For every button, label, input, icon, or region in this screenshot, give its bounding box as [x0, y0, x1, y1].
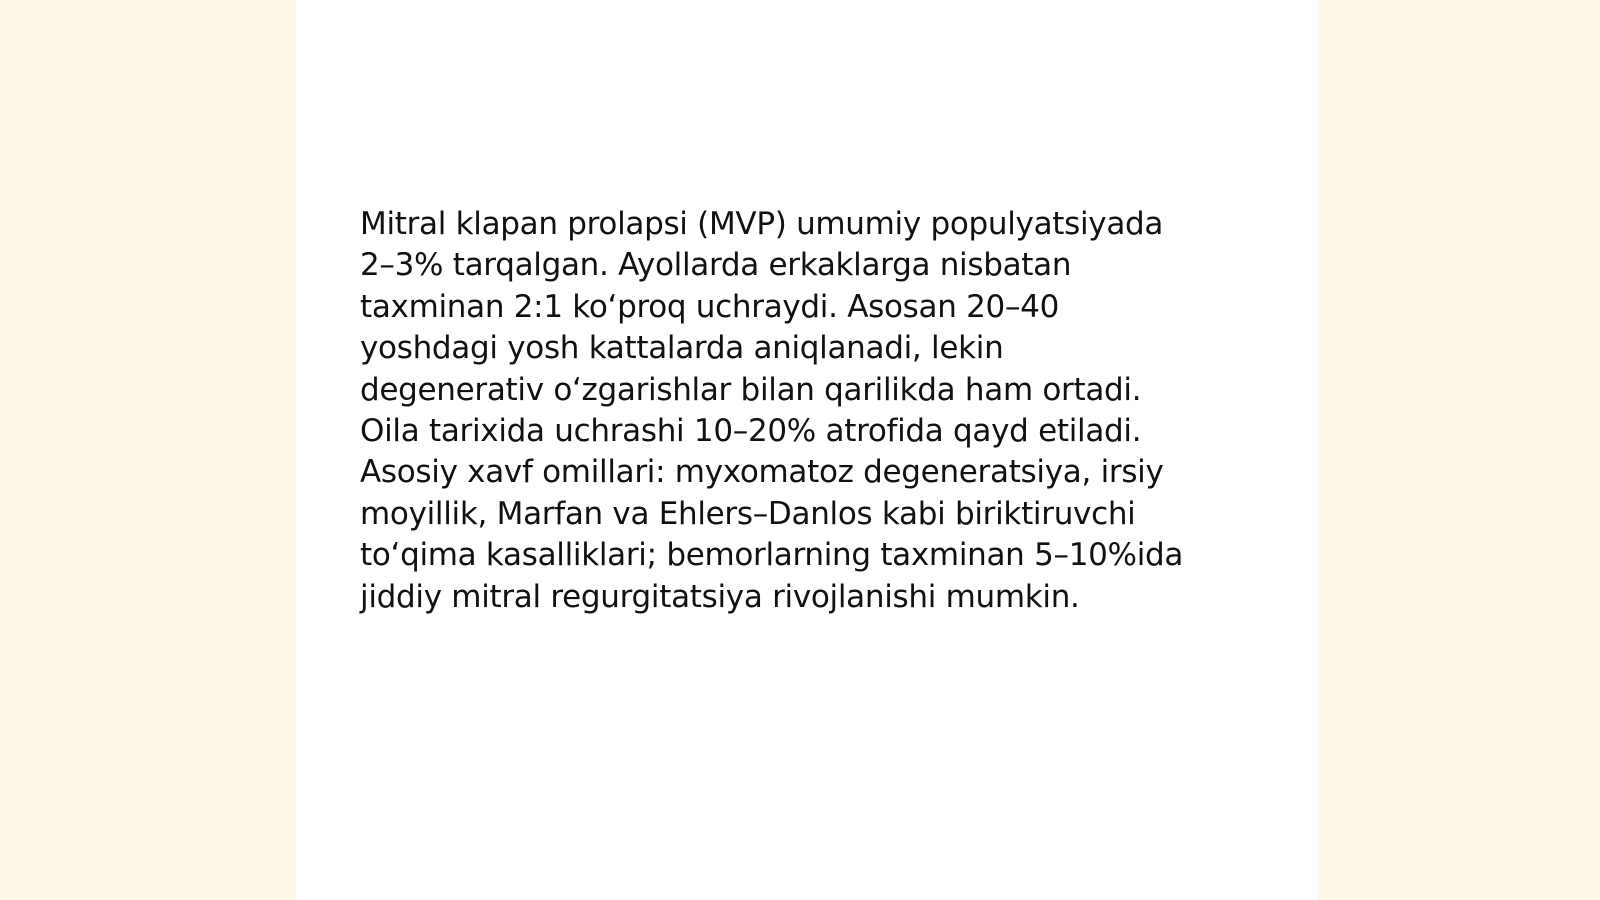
paragraph-line-4: yoshdagi yosh kattalarda aniqlanadi, lekin [360, 330, 1004, 367]
document-page [296, 0, 1318, 900]
paragraph-line-7: Asosiy xavf omillari: myxomatoz degeneratsiya, irsiy [360, 454, 1164, 491]
paragraph-line-3: taxminan 2:1 koʻproq uchraydi. Asosan 20–40 [360, 288, 1059, 325]
paragraph-line-6: Oila tarixida uchrashi 10–20% atrofida qayd etiladi. [360, 413, 1142, 450]
paragraph-line-1: Mitral klapan prolapsi (MVP) umumiy populyatsiyada [360, 206, 1164, 242]
paragraph-line-8: moyillik, Marfan va Ehlers–Danlos kabi biriktiruvchi [360, 495, 1136, 532]
paragraph-line-5: degenerativ oʻzgarishlar bilan qarilikda ham ortadi. [360, 371, 1142, 408]
paragraph-line-2: 2–3% tarqalgan. Ayollarda erkaklarga nisbatan [360, 247, 1072, 284]
body-paragraph [360, 204, 1260, 618]
paragraph-line-10: jiddiy mitral regurgitatsiya rivojlanishi mumkin. [360, 578, 1080, 615]
paragraph-line-9: toʻqima kasalliklari; bemorlarning taxminan 5–10%ida [360, 537, 1184, 574]
